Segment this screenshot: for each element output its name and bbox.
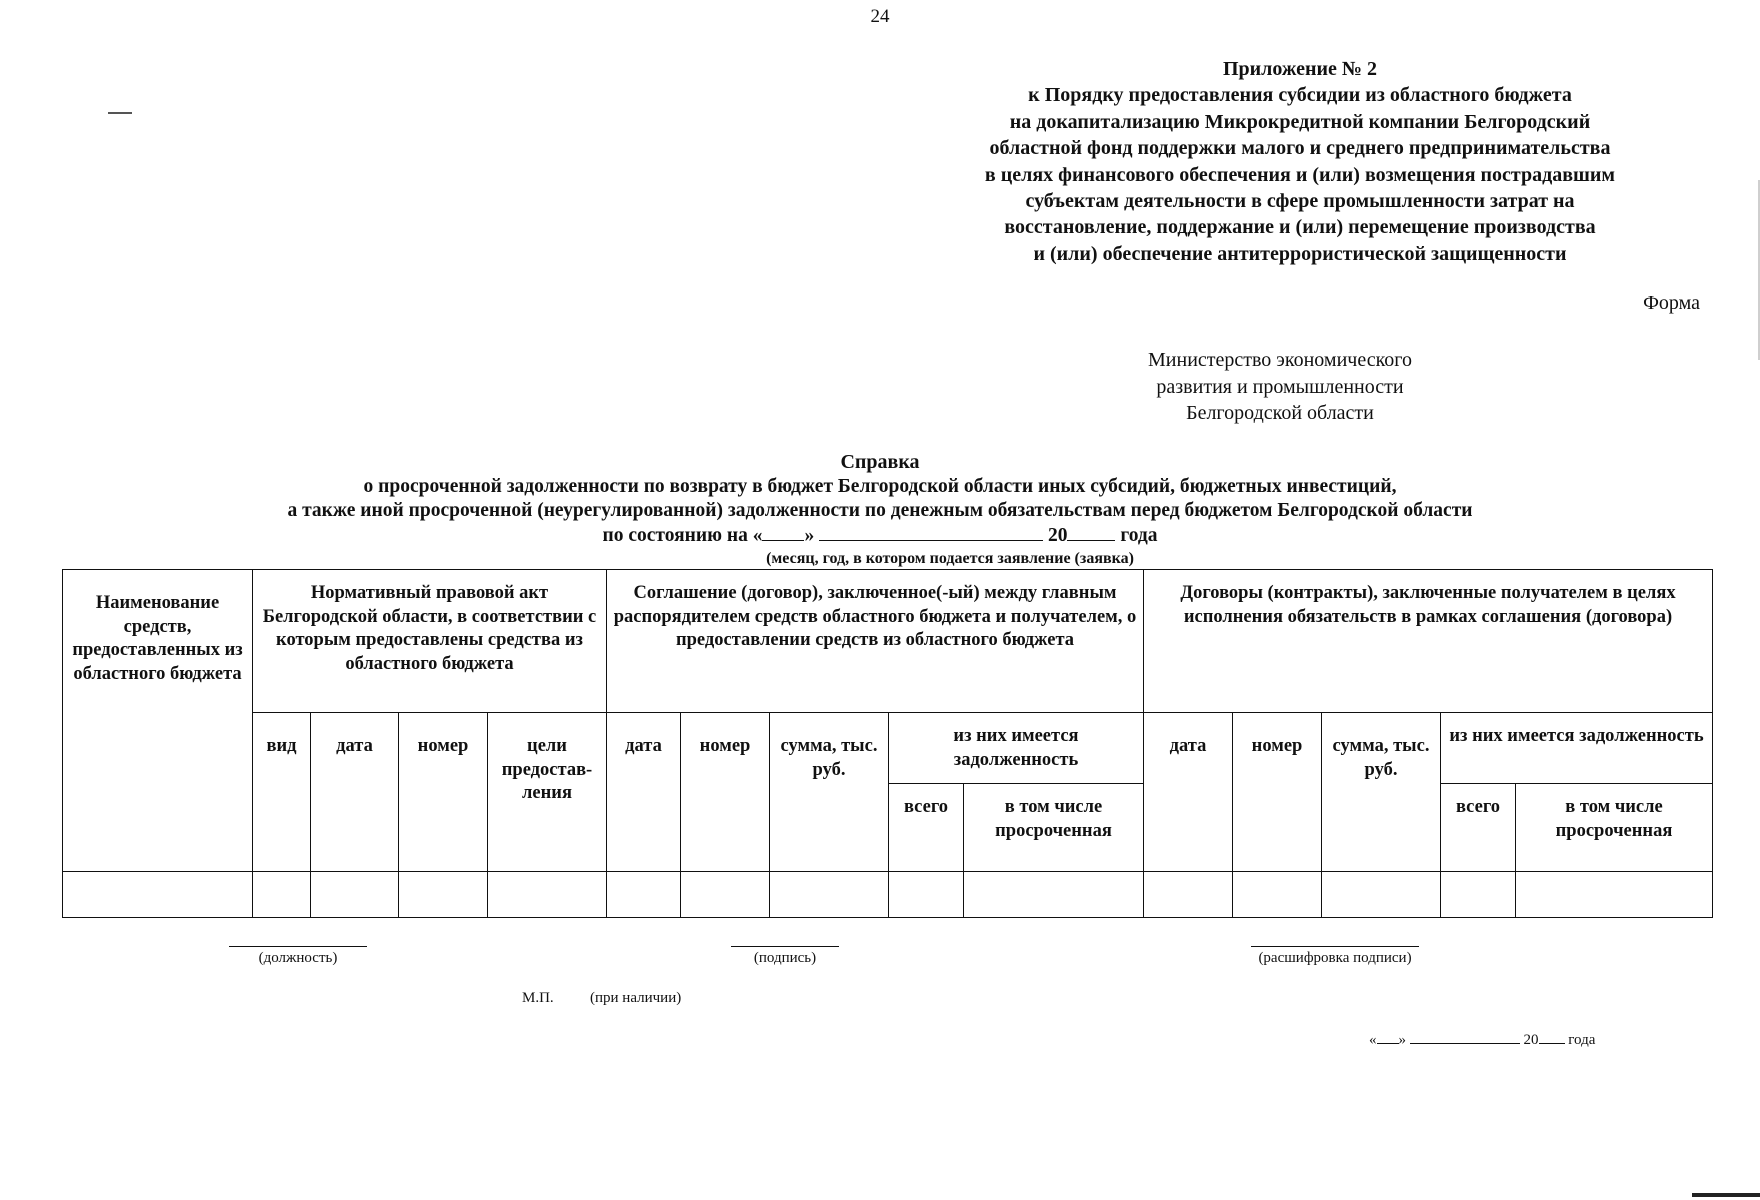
col-contract-date: дата (1144, 713, 1233, 872)
scan-mark (108, 112, 132, 114)
scan-edge-bottom (1692, 1193, 1760, 1197)
col-act-number: номер (399, 713, 488, 872)
data-cell[interactable] (770, 872, 889, 918)
data-cell[interactable] (889, 872, 964, 918)
data-cell[interactable] (1322, 872, 1441, 918)
data-cell[interactable] (63, 872, 253, 918)
col-agreement-debt-total: всего (889, 784, 964, 872)
date-day-blank[interactable] (1377, 1030, 1399, 1044)
title-line: а также иной просроченной (неурегулированной) задолженности по денежным обязательствам перед бюджетом Белгородской области (287, 500, 1473, 521)
data-cell[interactable] (607, 872, 681, 918)
col-agreement-date: дата (607, 713, 681, 872)
data-cell[interactable] (1233, 872, 1322, 918)
date-mid: » (1398, 1032, 1406, 1048)
position-caption: (должность) (258, 950, 338, 966)
data-cell[interactable] (1441, 872, 1516, 918)
signature-date (1369, 1030, 1595, 1049)
col-agreement-sum: сумма, тыс. руб. (770, 713, 889, 872)
data-cell[interactable] (311, 872, 399, 918)
as-of-suffix: года (1120, 524, 1158, 546)
page-number: 24 (870, 6, 890, 27)
ministry-line: Министерство экономического (1148, 349, 1412, 371)
col-act-date: дата (311, 713, 399, 872)
signature-caption: (подпись) (753, 950, 817, 966)
col-agreement-number: номер (681, 713, 770, 872)
date-year-blank[interactable] (1539, 1030, 1565, 1044)
appendix-line: и (или) обеспечение антитеррористической защищенности (1033, 242, 1567, 265)
ministry-line: развития и промышленности (1156, 375, 1404, 398)
position-line[interactable] (229, 946, 367, 947)
signature-line[interactable] (731, 946, 839, 947)
col-agreement-debt-overdue: в том числе просроченная (964, 784, 1144, 872)
col-agreement-debt: из них имеется задолженность (889, 713, 1144, 784)
col-contract-debt-total: всего (1441, 784, 1516, 872)
data-cell[interactable] (681, 872, 770, 918)
header-agreement: Соглашение (договор), заключенное(-ый) между главным распорядителем средств областного бюджета и получателем, о предоставлении средств из областного бюджета (607, 570, 1144, 713)
header-funds-name: Наименование средств, предоставленных из областного бюджета (63, 570, 253, 872)
title-line: о просроченной задолженности по возврату в бюджет Белгородской области иных субсидий, бюджетных инвестиций, (363, 475, 1397, 497)
month-hint: (месяц, год, в котором подается заявление (заявка) (766, 550, 1134, 567)
data-cell[interactable] (488, 872, 607, 918)
appendix-line: областной фонд поддержки малого и среднего предпринимательства (989, 137, 1611, 160)
stamp-note: (при наличии) (590, 990, 682, 1006)
date-open: « (1369, 1032, 1377, 1048)
data-cell[interactable] (253, 872, 311, 918)
document-title (0, 450, 1760, 548)
appendix-line: Приложение № 2 (1222, 58, 1378, 80)
col-act-purpose: цели предостав- ления (488, 713, 607, 872)
data-cell[interactable] (964, 872, 1144, 918)
decoding-caption: (расшифровка подписи) (1258, 950, 1412, 966)
as-of-date-line (0, 524, 1760, 549)
as-of-year: 20 (1047, 524, 1068, 546)
header-legal-act: Нормативный правовой акт Белгородской области, в соответствии с которым предоставлены средства из областного бюджета (253, 570, 607, 713)
col-contract-debt-overdue: в том числе просроченная (1516, 784, 1713, 872)
ministry-line: Белгородской области (1186, 402, 1374, 424)
data-cell[interactable] (399, 872, 488, 918)
as-of-prefix: по состоянию на « (602, 524, 763, 546)
month-blank[interactable] (819, 524, 1043, 541)
appendix-header (880, 56, 1720, 267)
date-month-blank[interactable] (1410, 1030, 1520, 1044)
data-cell[interactable] (1516, 872, 1713, 918)
date-year: 20 (1523, 1032, 1539, 1048)
ministry-addressee (1080, 347, 1480, 427)
appendix-line: на докапитализацию Микрокредитной компании Белгородский (1009, 110, 1591, 133)
appendix-line: в целях финансового обеспечения и (или) возмещения пострадавшим (984, 163, 1616, 186)
form-label: Форма (1643, 292, 1700, 314)
col-act-type: вид (253, 713, 311, 872)
header-contracts: Договоры (контракты), заключенные получателем в целях исполнения обязательств в рамках соглашения (договора) (1144, 570, 1713, 713)
day-blank[interactable] (762, 524, 804, 541)
stamp-label: М.П. (522, 990, 554, 1006)
year-blank[interactable] (1067, 524, 1115, 541)
appendix-line: субъектам деятельности в сфере промышленности затрат на (1025, 190, 1575, 213)
title-spravka: Справка (840, 451, 920, 473)
as-of-mid: » (804, 524, 815, 546)
data-cell[interactable] (1144, 872, 1233, 918)
col-contract-sum: сумма, тыс. руб. (1322, 713, 1441, 872)
appendix-line: к Порядку предоставления субсидии из областного бюджета (1028, 84, 1572, 107)
date-suffix: года (1568, 1032, 1596, 1048)
appendix-line: восстановление, поддержание и (или) перемещение производства (1004, 216, 1596, 239)
debt-table (62, 569, 1713, 918)
col-contract-number: номер (1233, 713, 1322, 872)
decoding-line[interactable] (1251, 946, 1419, 947)
col-contract-debt: из них имеется задолженность (1441, 713, 1713, 784)
